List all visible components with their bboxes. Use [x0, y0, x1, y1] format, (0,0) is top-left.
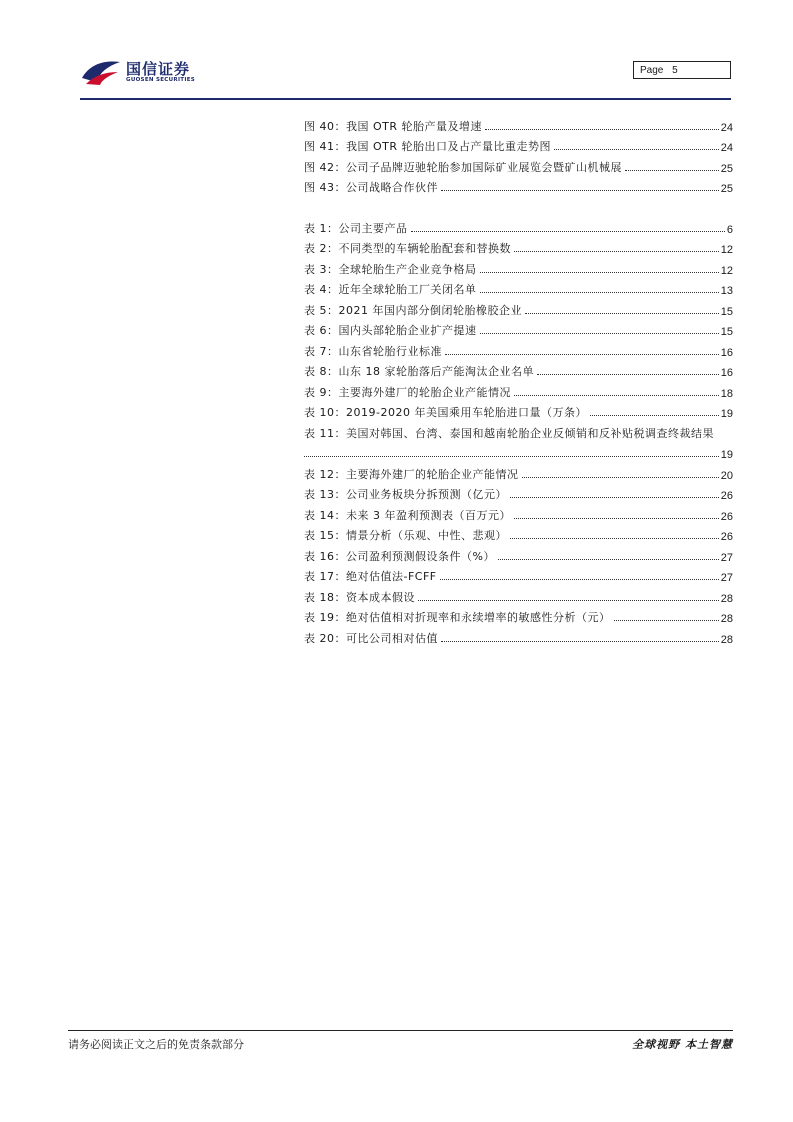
toc-entry[interactable] [304, 277, 733, 298]
toc-entry-label: 表 19：绝对估值相对折现率和永续增率的敏感性分析（元） [304, 611, 611, 624]
toc-entry[interactable] [304, 461, 733, 482]
toc-entry-label: 表 3：全球轮胎生产企业竞争格局 [304, 262, 477, 276]
toc-entry-label: 表 4：近年全球轮胎工厂关闭名单 [304, 283, 477, 296]
toc-entry-label: 表 14：未来 3 年盈利预测表（百万元） [304, 508, 511, 522]
page-header [0, 0, 793, 102]
toc-entry[interactable] [304, 482, 733, 503]
toc-entry[interactable] [304, 175, 733, 196]
toc-entry[interactable] [304, 625, 733, 646]
header-divider [80, 98, 731, 100]
toc-entry-page: 20 [720, 469, 733, 482]
toc-entry[interactable] [304, 605, 733, 626]
toc-entry-page: 25 [720, 162, 733, 175]
toc-entry-label: 图 42：公司子品牌迈驰轮胎参加国际矿业展览会暨矿山机械展 [304, 160, 622, 174]
toc-entry[interactable] [304, 400, 733, 421]
toc-entry-page: 16 [720, 367, 733, 379]
toc-entry[interactable] [304, 564, 733, 585]
toc-entry[interactable] [304, 379, 733, 400]
toc-entry-page: 12 [720, 244, 733, 256]
toc-entry[interactable] [304, 256, 733, 277]
toc-entry-page: 12 [720, 264, 733, 277]
toc-entry-page: 15 [720, 326, 733, 338]
toc-entry-page: 27 [720, 572, 733, 584]
table-of-contents [304, 113, 733, 646]
toc-entry-label: 图 41：我国 OTR 轮胎出口及占产量比重走势图 [304, 140, 552, 153]
toc-entry-label: 表 9：主要海外建厂的轮胎企业产能情况 [304, 385, 511, 399]
toc-entry-label: 表 15：情景分析（乐观、中性、悲观） [304, 529, 507, 542]
toc-entry-label: 表 18：资本成本假设 [304, 590, 415, 604]
table-list [304, 215, 733, 646]
figure-list [304, 113, 733, 195]
toc-entry-label: 表 13：公司业务板块分拆预测（亿元） [304, 488, 507, 501]
toc-entry-page: 19 [720, 408, 733, 420]
toc-entry-label: 表 7：山东省轮胎行业标准 [304, 344, 442, 358]
toc-entry[interactable] [304, 584, 733, 605]
toc-entry-page: 28 [720, 613, 733, 625]
logo-english-name: GUOSEN SECURITIES [126, 77, 196, 83]
toc-entry-page: 19 [720, 449, 733, 461]
toc-entry[interactable] [304, 318, 733, 339]
footer-disclaimer: 请务必阅读正文之后的免责条款部分 [68, 1038, 244, 1051]
logo-chinese-name: 国信证券 [126, 60, 191, 78]
toc-entry-label: 图 43：公司战略合作伙伴 [304, 181, 438, 194]
toc-entry-label: 表 12：主要海外建厂的轮胎企业产能情况 [304, 467, 519, 481]
toc-entry-page: 26 [720, 490, 733, 502]
toc-entry-page: 24 [720, 121, 733, 134]
toc-entry-label: 表 11：美国对韩国、台湾、泰国和越南轮胎企业反倾销和反补贴税调查终裁结果 [304, 426, 714, 440]
toc-entry-label: 表 2：不同类型的车辆轮胎配套和替换数 [304, 242, 511, 255]
toc-entry-page: 26 [720, 510, 733, 523]
toc-entry[interactable] [304, 215, 733, 236]
toc-entry-page: 16 [720, 346, 733, 359]
toc-entry[interactable] [304, 297, 733, 318]
toc-entry-page: 27 [720, 551, 733, 564]
footer-slogan: 全球视野 本土智慧 [632, 1038, 733, 1051]
footer-divider [68, 1030, 733, 1031]
toc-entry[interactable] [304, 502, 733, 523]
toc-entry-page: 28 [720, 592, 733, 605]
toc-entry[interactable] [304, 154, 733, 175]
toc-entry-label: 表 17：绝对估值法-FCFF [304, 570, 437, 583]
toc-entry-page: 15 [720, 305, 733, 318]
toc-entry[interactable] [304, 236, 733, 257]
toc-entry-page: 13 [720, 285, 733, 297]
toc-entry-page: 6 [726, 223, 733, 236]
toc-entry[interactable] [304, 113, 733, 134]
toc-entry[interactable] [304, 338, 733, 359]
toc-entry-label: 表 8：山东 18 家轮胎落后产能淘汰企业名单 [304, 365, 534, 378]
toc-entry[interactable] [304, 359, 733, 380]
toc-entry-label: 表 10：2019-2020 年美国乘用车轮胎进口量（万条） [304, 406, 587, 419]
toc-entry[interactable] [304, 543, 733, 564]
toc-entry[interactable] [304, 134, 733, 155]
page-indicator [633, 61, 731, 79]
toc-entry-page: 26 [720, 531, 733, 543]
toc-entry-page: 28 [720, 633, 733, 646]
toc-entry-wrapped[interactable] [304, 420, 733, 461]
toc-entry-label: 表 5：2021 年国内部分倒闭轮胎橡胶企业 [304, 303, 522, 317]
toc-entry[interactable] [304, 523, 733, 544]
guosen-logo [80, 56, 220, 88]
page-label: Page [640, 65, 664, 76]
guosen-logo-icon [80, 58, 122, 86]
toc-entry-label: 表 16：公司盈利预测假设条件（%） [304, 549, 495, 563]
toc-entry-label: 表 20：可比公司相对估值 [304, 631, 438, 645]
toc-entry-label: 表 6：国内头部轮胎企业扩产提速 [304, 324, 477, 337]
toc-entry-label: 图 40：我国 OTR 轮胎产量及增速 [304, 119, 483, 133]
toc-entry-page: 25 [720, 183, 733, 195]
toc-entry-page: 18 [720, 387, 733, 400]
page-number: 5 [672, 65, 678, 76]
toc-entry-label: 表 1：公司主要产品 [304, 221, 408, 235]
toc-entry-page: 24 [720, 142, 733, 154]
